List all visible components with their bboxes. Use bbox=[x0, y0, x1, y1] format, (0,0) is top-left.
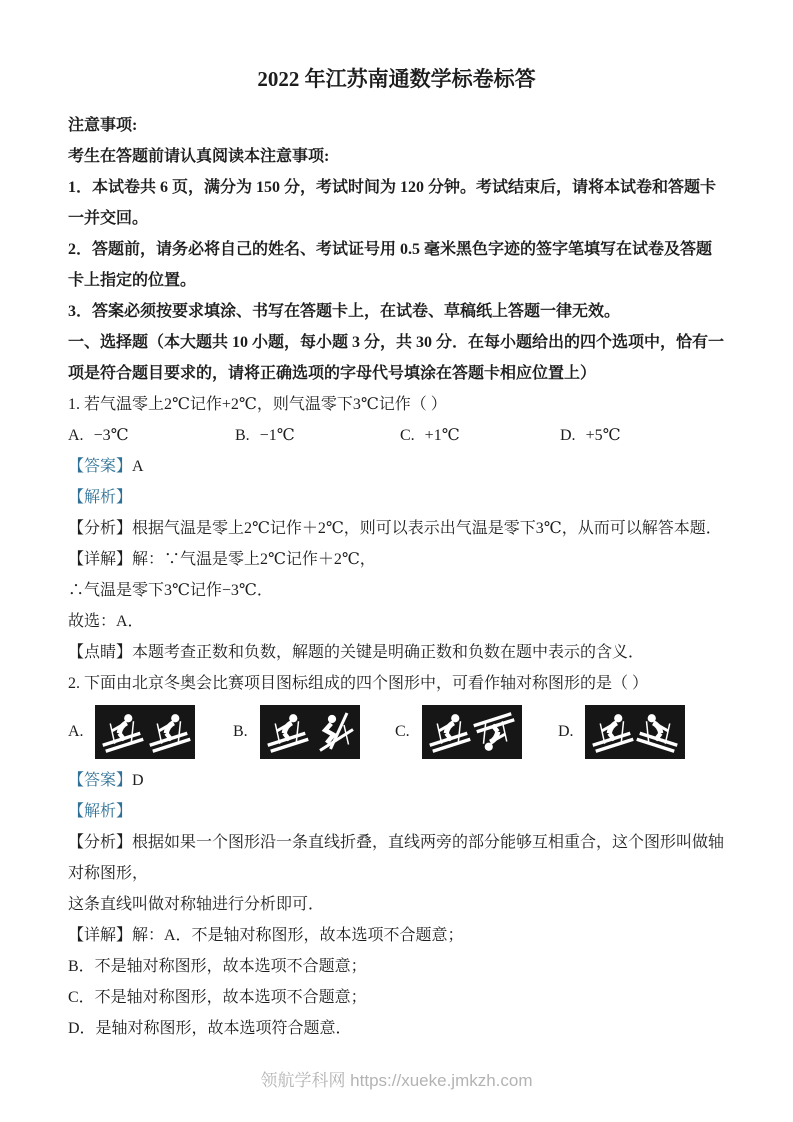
q2-option-b-label: B. bbox=[233, 723, 248, 740]
notice-heading: 注意事项: bbox=[68, 117, 138, 134]
skier-icon bbox=[146, 710, 191, 755]
rotated-skier-icon bbox=[473, 710, 518, 755]
skier-pictogram-c bbox=[422, 705, 522, 759]
q2-options-row bbox=[68, 705, 725, 759]
q1-option-a bbox=[68, 420, 235, 451]
q1-detail-line-2: ∴气温是零下3℃记作−3℃． bbox=[68, 582, 273, 599]
q2-detail-line-c: C．不是轴对称图形，故本选项不合题意； bbox=[68, 989, 367, 1006]
q2-detail-line-a: 【详解】解：A．不是轴对称图形，故本选项不合题意； bbox=[68, 927, 464, 944]
q2-analysis-tag: 【解析】 bbox=[68, 803, 133, 820]
q1-option-d-label: D. bbox=[560, 427, 576, 444]
q2-option-a bbox=[68, 705, 233, 759]
q1-options-row bbox=[68, 420, 725, 451]
q2-answer-tag: 【答案】 bbox=[68, 772, 133, 789]
skier-pictogram-b bbox=[260, 705, 360, 759]
skier-pictogram-d bbox=[585, 705, 685, 759]
q1-answer-value: A bbox=[132, 458, 144, 475]
notice-intro: 考生在答题前请认真阅读本注意事项: bbox=[68, 148, 330, 165]
skier-icon bbox=[99, 710, 144, 755]
trick-skier-icon bbox=[311, 710, 356, 755]
q2-option-c bbox=[395, 705, 558, 759]
mirrored-skier-icon bbox=[636, 710, 681, 755]
q2-stem: 2. 下面由北京冬奥会比赛项目图标组成的四个图形中，可看作轴对称图形的是（ ） bbox=[68, 675, 649, 692]
q2-option-d bbox=[558, 705, 685, 759]
notice-item-3: 3．答案必须按要求填涂、书写在答题卡上，在试卷、草稿纸上答题一律无效。 bbox=[68, 303, 621, 320]
q1-option-d-value: +5℃ bbox=[585, 427, 621, 444]
notice-item-2: 2．答题前，请务必将自己的姓名、考试证号用 0.5 毫米黑色字迹的签字笔填写在试卷及答题卡上指定的位置。 bbox=[68, 241, 713, 289]
notice-item-1: 1．本试卷共 6 页，满分为 150 分，考试时间为 120 分钟。考试结束后，请将本试卷和答题卡一并交回。 bbox=[68, 179, 717, 227]
q2-detail-line-b: B．不是轴对称图形，故本选项不合题意； bbox=[68, 958, 367, 975]
q1-analysis-tag: 【解析】 bbox=[68, 489, 133, 506]
q1-option-a-label: A. bbox=[68, 427, 84, 444]
q1-option-c-value: +1℃ bbox=[424, 427, 460, 444]
page-title: 2022 年江苏南通数学标卷标答 bbox=[257, 67, 536, 91]
q1-option-c-label: C. bbox=[400, 427, 415, 444]
q2-analysis-line-1: 【分析】根据如果一个图形沿一条直线折叠，直线两旁的部分能够互相重合，这个图形叫做轴对称图形， bbox=[68, 834, 725, 882]
q2-analysis-tag-line bbox=[68, 796, 725, 827]
q1-option-b-label: B. bbox=[235, 427, 250, 444]
q2-option-b bbox=[233, 705, 395, 759]
q2-option-c-label: C. bbox=[395, 723, 410, 740]
watermark-footer: 领航学科网 https://xueke.jmkzh.com bbox=[260, 1071, 533, 1090]
skier-pictogram-a bbox=[95, 705, 195, 759]
q1-answer-line bbox=[68, 451, 725, 482]
q1-detail-line-1: 【详解】解：∵气温是零上2℃记作＋2℃， bbox=[68, 551, 376, 568]
q1-answer-tag: 【答案】 bbox=[68, 458, 133, 475]
q1-option-b bbox=[235, 420, 400, 451]
q2-analysis-line-2: 这条直线叫做对称轴进行分析即可． bbox=[68, 896, 325, 913]
q1-analysis-tag-line bbox=[68, 482, 725, 513]
q2-detail-line-d: D．是轴对称图形，故本选项符合题意． bbox=[68, 1020, 352, 1037]
q1-option-d bbox=[560, 420, 620, 451]
q1-option-b-value: −1℃ bbox=[259, 427, 295, 444]
q2-answer-value: D bbox=[132, 772, 144, 789]
q2-option-d-label: D. bbox=[558, 723, 574, 740]
q2-answer-line bbox=[68, 765, 725, 796]
section-heading: 一、选择题（本大题共 10 小题，每小题 3 分，共 30 分．在每小题给出的四个选项中，恰有一项是符合题目要求的，请将正确选项的字母代号填涂在答题卡相应位置上） bbox=[68, 334, 725, 382]
q1-note: 【点睛】本题考查正数和负数，解题的关键是明确正数和负数在题中表示的含义． bbox=[68, 644, 645, 661]
q1-conclusion: 故选：A． bbox=[68, 613, 144, 630]
q1-stem: 1. 若气温零上2℃记作+2℃，则气温零下3℃记作（ ） bbox=[68, 396, 447, 413]
q1-analysis: 【分析】根据气温是零上2℃记作＋2℃，则可以表示出气温是零下3℃，从而可以解答本题． bbox=[68, 520, 722, 537]
skier-icon bbox=[589, 710, 634, 755]
skier-icon bbox=[264, 710, 309, 755]
q1-option-a-value: −3℃ bbox=[93, 427, 129, 444]
skier-icon bbox=[426, 710, 471, 755]
q1-option-c bbox=[400, 420, 560, 451]
q2-option-a-label: A. bbox=[68, 723, 84, 740]
